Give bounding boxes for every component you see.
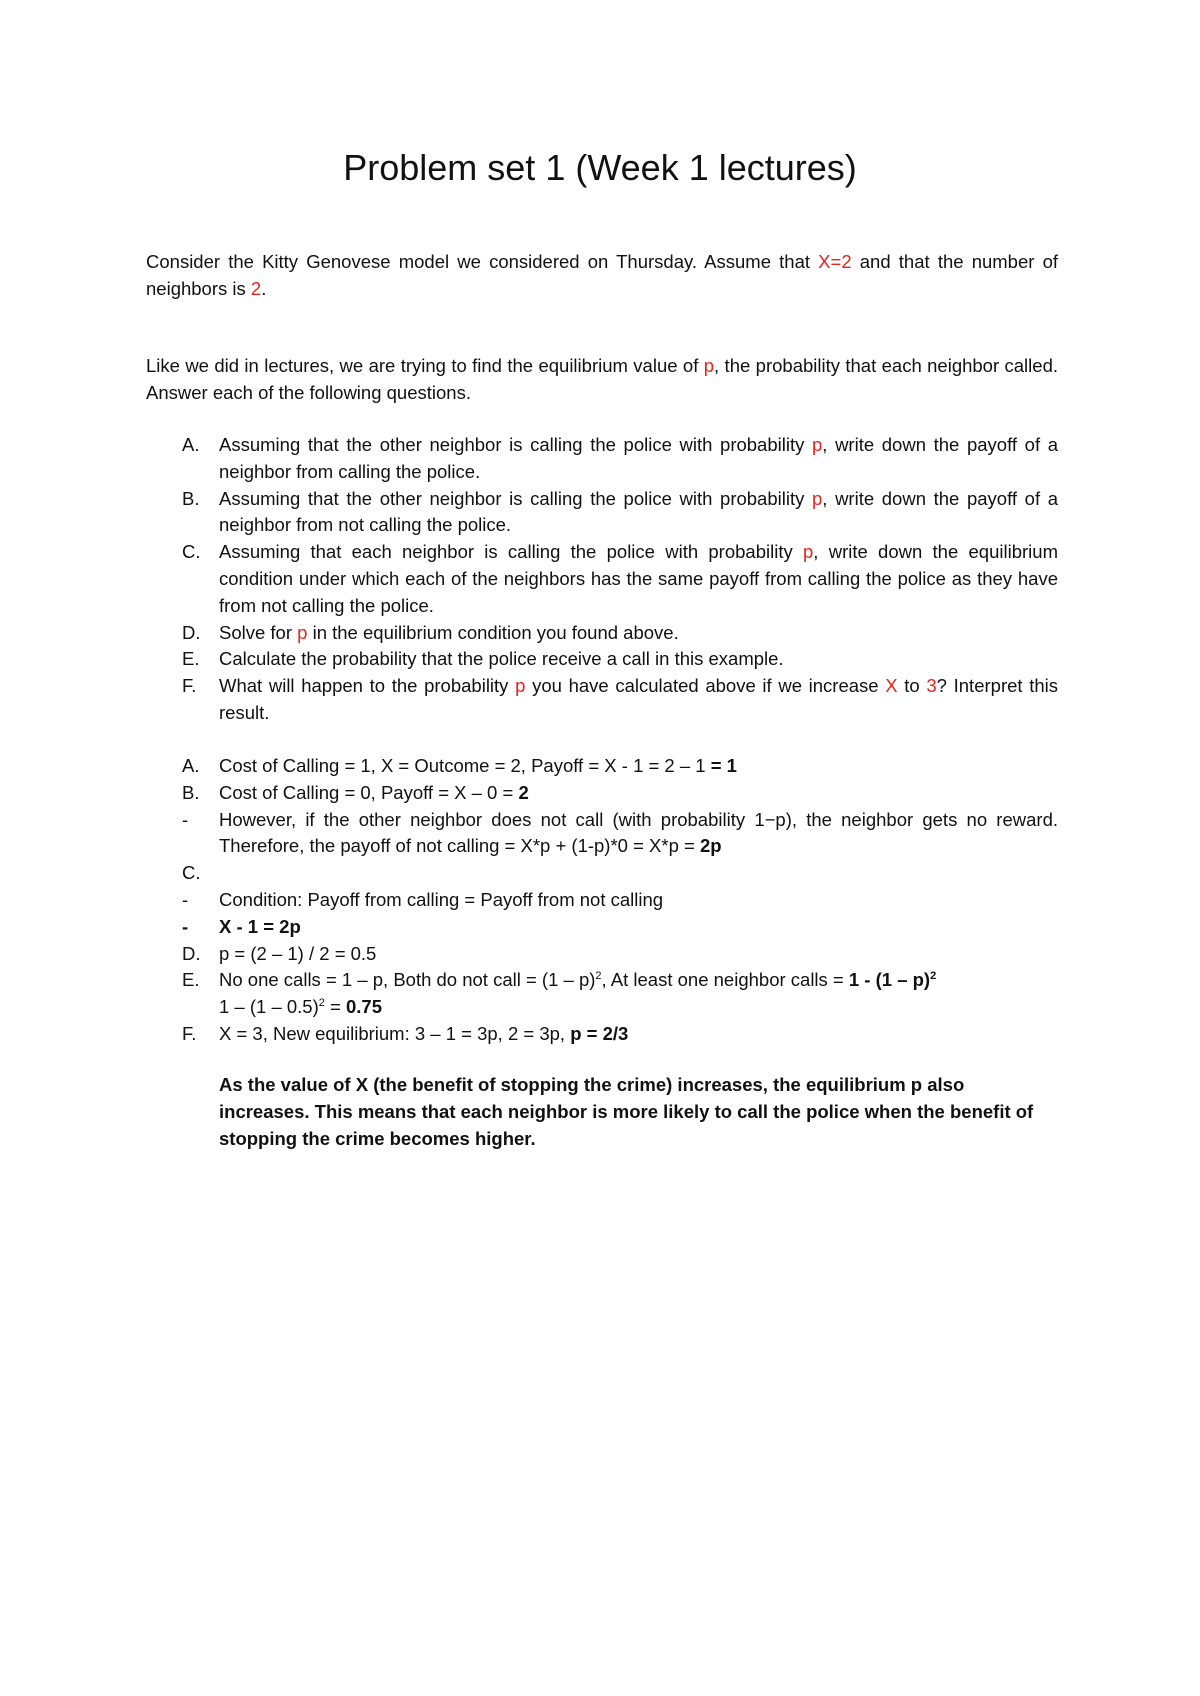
answer-item <box>146 941 1058 968</box>
p-variable: p <box>803 541 814 563</box>
answer-item <box>146 914 1058 941</box>
question-text: Assuming that the other neighbor is calling the police with probability <box>219 434 812 455</box>
answer-result: 1 - (1 – p) <box>848 969 931 991</box>
answer-item <box>146 887 1058 914</box>
list-marker: - <box>182 888 189 910</box>
list-marker: E. <box>182 969 200 991</box>
question-text: Assuming that the other neighbor is calling the police with probability <box>219 487 812 509</box>
x-value: X=2 <box>818 251 852 272</box>
answer-text: Cost of Calling = 1, X = Outcome = 2, Payoff = X - 1 = 2 – 1 <box>219 755 711 776</box>
p-variable: p <box>297 621 308 643</box>
answer-item <box>146 807 1058 861</box>
answer-list <box>146 753 1058 1048</box>
answer-result: = 1 <box>710 755 737 776</box>
question-item <box>146 620 1058 647</box>
intro-text: , the probability that each neighbor called. Answer each of the following questions. <box>146 355 1058 403</box>
page-title: Problem set 1 (Week 1 lectures) <box>343 147 857 188</box>
question-text: , write down the payoff of a neighbor from calling the police. <box>219 434 1058 482</box>
answer-text: = <box>324 996 346 1018</box>
answer-result: 2 <box>518 781 529 803</box>
exponent: 2 <box>595 970 602 983</box>
x-new-value: 3 <box>926 675 937 697</box>
answer-text: Condition: Payoff from calling = Payoff from not calling <box>219 888 664 910</box>
list-marker: D. <box>182 621 201 643</box>
answer-item <box>146 780 1058 807</box>
answer-result: X - 1 = 2p <box>219 915 301 937</box>
question-text: Assuming that each neighbor is calling the police with probability <box>219 541 803 563</box>
answer-result: p = 2/3 <box>570 1022 629 1044</box>
question-text: you have calculated above if we increase <box>525 675 886 697</box>
exponent: 2 <box>930 970 937 983</box>
p-variable: p <box>703 355 715 376</box>
answer-text: No one calls = 1 – p, Both do not call = (1 – p) <box>219 969 596 991</box>
answer-text: X = 3, New equilibrium: 3 – 1 = 3p, 2 = 3p, <box>219 1022 571 1044</box>
intro-paragraph-2 <box>146 352 1058 406</box>
question-text: in the equilibrium condition you found above. <box>307 621 679 643</box>
list-marker: C. <box>182 862 201 884</box>
conclusion-paragraph: As the value of X (the benefit of stopping the crime) increases, the equilibrium p also increases. This means that each neighbor is more likely to call the police when the benefit of stopping the crime becomes higher. <box>219 1074 1034 1149</box>
question-text: to <box>897 675 927 697</box>
answer-result: 0.75 <box>345 996 382 1018</box>
question-item <box>146 486 1058 540</box>
x-variable: X <box>885 675 898 697</box>
answer-text: Cost of Calling = 0, Payoff = X – 0 = <box>219 781 519 803</box>
answer-item <box>146 1021 1058 1048</box>
list-marker: B. <box>182 781 200 803</box>
answer-text: 1 – (1 – 0.5) <box>219 996 319 1018</box>
neighbors-value: 2 <box>250 278 262 299</box>
answer-text: p = (2 – 1) / 2 = 0.5 <box>219 942 377 964</box>
list-marker: A. <box>182 755 200 776</box>
list-marker: F. <box>182 1022 197 1044</box>
question-text: What will happen to the probability <box>219 675 516 697</box>
exponent: 2 <box>318 997 325 1010</box>
p-variable: p <box>812 487 823 509</box>
list-marker: B. <box>182 487 200 509</box>
list-marker: F. <box>182 675 197 697</box>
question-item <box>146 646 1058 673</box>
intro-text: Like we did in lectures, we are trying to find the equilibrium value of <box>146 355 704 376</box>
question-text: Solve for <box>219 621 298 643</box>
answer-text: , At least one neighbor calls = <box>601 969 849 991</box>
p-variable: p <box>812 434 823 455</box>
intro-paragraph-1 <box>146 248 1058 302</box>
list-marker: - <box>182 915 189 937</box>
answer-result: 2p <box>699 835 722 857</box>
intro-text: Consider the Kitty Genovese model we considered on Thursday. Assume that <box>146 251 819 272</box>
intro-text: and that the number of neighbors is <box>146 251 1059 299</box>
list-marker: D. <box>182 942 201 964</box>
question-list <box>146 432 1058 727</box>
intro-text: . <box>261 278 267 299</box>
question-item <box>146 539 1058 619</box>
answer-item <box>146 967 1058 1021</box>
question-text: Calculate the probability that the police receive a call in this example. <box>219 648 784 670</box>
answer-item <box>146 753 1058 780</box>
answer-text: However, if the other neighbor does not call (with probability 1−p), the neighbor gets no reward. Therefore, the payoff of not calling = X*p + (1-p)*0 = X*p = <box>219 808 1058 857</box>
question-item <box>146 432 1058 486</box>
list-marker: - <box>182 808 189 830</box>
p-variable: p <box>515 675 526 697</box>
question-text: , write down the equilibrium condition under which each of the neighbors has the same payoff from calling the police as they have from not calling the police. <box>219 541 1058 616</box>
question-item <box>146 673 1058 727</box>
question-text: , write down the payoff of a neighbor from not calling the police. <box>219 487 1058 536</box>
list-marker: C. <box>182 541 201 563</box>
list-marker: A. <box>182 434 200 455</box>
list-marker: E. <box>182 648 200 670</box>
question-text: ? Interpret this result. <box>219 675 1058 723</box>
answer-item <box>146 860 1058 887</box>
